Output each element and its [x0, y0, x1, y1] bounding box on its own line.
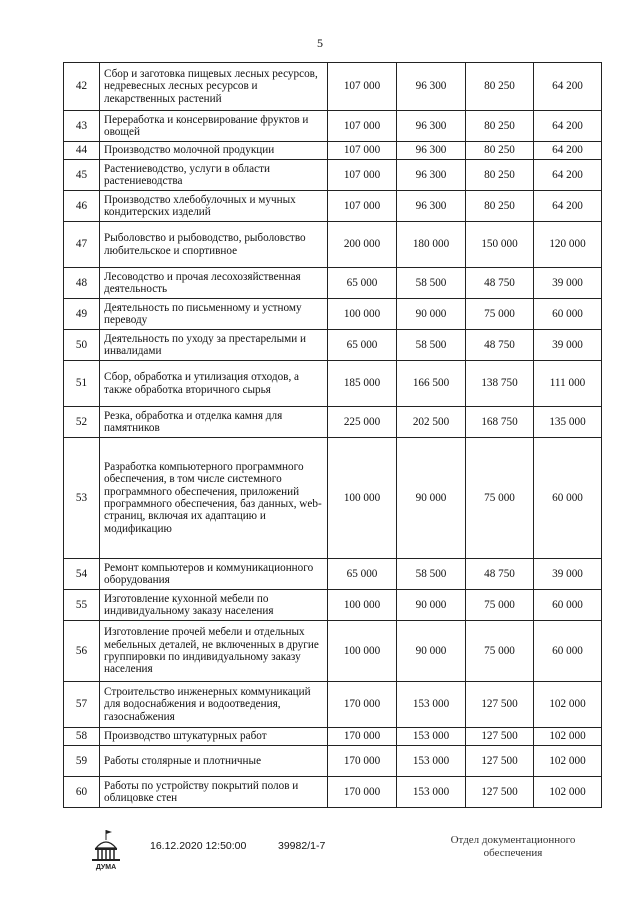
value-cell-1: 107 000: [328, 142, 397, 160]
value-cell-3: 75 000: [466, 621, 534, 682]
department-stamp: [438, 834, 588, 860]
value-cell-4: 135 000: [534, 407, 602, 438]
stamp-date-time: 16.12.2020 12:50:00: [150, 840, 247, 852]
value-cell-2: 96 300: [397, 63, 466, 111]
value-cell-2: 153 000: [397, 728, 466, 746]
value-cell-3: 127 500: [466, 728, 534, 746]
value-cell-4: 60 000: [534, 299, 602, 330]
value-cell-1: 107 000: [328, 191, 397, 222]
activity-name-cell: Строительство инженерных коммуникаций для водоснабжения и водоотведения, газоснабжения: [100, 682, 328, 728]
table-row: [64, 222, 602, 268]
value-cell-2: 153 000: [397, 777, 466, 808]
table-row: [64, 590, 602, 621]
activity-name-cell: Сбор, обработка и утилизация отходов, а также обработка вторичного сырья: [100, 361, 328, 407]
value-cell-4: 60 000: [534, 438, 602, 559]
value-cell-2: 202 500: [397, 407, 466, 438]
value-cell-3: 80 250: [466, 142, 534, 160]
activity-name-cell: Переработка и консервирование фруктов и овощей: [100, 111, 328, 142]
table-row: [64, 111, 602, 142]
value-cell-4: 64 200: [534, 111, 602, 142]
row-number-cell: 51: [64, 361, 100, 407]
department-line-2: обеспечения: [483, 847, 543, 859]
row-number-cell: 54: [64, 559, 100, 590]
value-cell-4: 64 200: [534, 160, 602, 191]
value-cell-4: 102 000: [534, 728, 602, 746]
row-number-cell: 58: [64, 728, 100, 746]
value-cell-4: 111 000: [534, 361, 602, 407]
value-cell-2: 90 000: [397, 590, 466, 621]
table-row: [64, 682, 602, 728]
value-cell-3: 80 250: [466, 63, 534, 111]
table-row: [64, 559, 602, 590]
value-cell-2: 90 000: [397, 299, 466, 330]
value-cell-2: 153 000: [397, 682, 466, 728]
activity-name-cell: Деятельность по уходу за престарелыми и инвалидами: [100, 330, 328, 361]
table-row: [64, 361, 602, 407]
value-cell-1: 100 000: [328, 590, 397, 621]
rates-table: [63, 62, 602, 808]
logo-text: ДУМА: [95, 864, 117, 871]
value-cell-4: 39 000: [534, 268, 602, 299]
activity-name-cell: Работы по устройству покрытий полов и облицовке стен: [100, 777, 328, 808]
row-number-cell: 44: [64, 142, 100, 160]
row-number-cell: 60: [64, 777, 100, 808]
row-number-cell: 52: [64, 407, 100, 438]
value-cell-2: 180 000: [397, 222, 466, 268]
activity-name-cell: Производство хлебобулочных и мучных кондитерских изделий: [100, 191, 328, 222]
table-row: [64, 299, 602, 330]
value-cell-3: 48 750: [466, 559, 534, 590]
activity-name-cell: Рыболовство и рыбоводство, рыболовство любительское и спортивное: [100, 222, 328, 268]
duma-logo-icon: [86, 828, 126, 872]
page-number: 5: [317, 36, 323, 50]
value-cell-3: 168 750: [466, 407, 534, 438]
table-row: [64, 63, 602, 111]
activity-name-cell: Деятельность по письменному и устному переводу: [100, 299, 328, 330]
value-cell-2: 166 500: [397, 361, 466, 407]
row-number-cell: 57: [64, 682, 100, 728]
row-number-cell: 56: [64, 621, 100, 682]
value-cell-1: 170 000: [328, 777, 397, 808]
value-cell-2: 58 500: [397, 268, 466, 299]
value-cell-1: 100 000: [328, 621, 397, 682]
row-number-cell: 50: [64, 330, 100, 361]
value-cell-4: 102 000: [534, 746, 602, 777]
value-cell-2: 96 300: [397, 191, 466, 222]
value-cell-1: 170 000: [328, 728, 397, 746]
value-cell-1: 170 000: [328, 682, 397, 728]
activity-name-cell: Производство молочной продукции: [100, 142, 328, 160]
value-cell-3: 75 000: [466, 590, 534, 621]
value-cell-3: 150 000: [466, 222, 534, 268]
value-cell-3: 127 500: [466, 682, 534, 728]
value-cell-2: 96 300: [397, 142, 466, 160]
row-number-cell: 47: [64, 222, 100, 268]
value-cell-3: 80 250: [466, 160, 534, 191]
value-cell-4: 39 000: [534, 330, 602, 361]
value-cell-1: 185 000: [328, 361, 397, 407]
value-cell-1: 65 000: [328, 330, 397, 361]
row-number-cell: 49: [64, 299, 100, 330]
activity-name-cell: Разработка компьютерного программного обеспечения, в том числе системного программного обеспечения, приложений программного обеспечения, баз данных, web-страниц, включая их адаптацию и модификацию: [100, 438, 328, 559]
value-cell-1: 100 000: [328, 299, 397, 330]
value-cell-1: 170 000: [328, 746, 397, 777]
table-row: [64, 621, 602, 682]
value-cell-4: 102 000: [534, 682, 602, 728]
value-cell-4: 120 000: [534, 222, 602, 268]
value-cell-1: 65 000: [328, 268, 397, 299]
value-cell-3: 75 000: [466, 438, 534, 559]
value-cell-3: 75 000: [466, 299, 534, 330]
value-cell-3: 80 250: [466, 111, 534, 142]
value-cell-2: 58 500: [397, 330, 466, 361]
activity-name-cell: Сбор и заготовка пищевых лесных ресурсов, недревесных лесных ресурсов и лекарственных растений: [100, 63, 328, 111]
table-body: [64, 63, 602, 808]
department-line-1: Отдел документационного: [450, 834, 576, 846]
value-cell-3: 127 500: [466, 777, 534, 808]
activity-name-cell: Резка, обработка и отделка камня для памятников: [100, 407, 328, 438]
value-cell-4: 60 000: [534, 590, 602, 621]
row-number-cell: 45: [64, 160, 100, 191]
value-cell-1: 107 000: [328, 63, 397, 111]
activity-name-cell: Ремонт компьютеров и коммуникационного оборудования: [100, 559, 328, 590]
page-footer: [0, 828, 640, 878]
value-cell-2: 153 000: [397, 746, 466, 777]
value-cell-1: 65 000: [328, 559, 397, 590]
value-cell-4: 102 000: [534, 777, 602, 808]
value-cell-3: 80 250: [466, 191, 534, 222]
row-number-cell: 53: [64, 438, 100, 559]
value-cell-1: 107 000: [328, 111, 397, 142]
value-cell-4: 64 200: [534, 63, 602, 111]
row-number-cell: 59: [64, 746, 100, 777]
stamp-doc-number: 39982/1-7: [278, 840, 326, 852]
row-number-cell: 55: [64, 590, 100, 621]
activity-name-cell: Изготовление прочей мебели и отдельных мебельных деталей, не включенных в другие группировки по индивидуальному заказу населения: [100, 621, 328, 682]
value-cell-2: 90 000: [397, 438, 466, 559]
table-row: [64, 191, 602, 222]
value-cell-4: 60 000: [534, 621, 602, 682]
table-row: [64, 438, 602, 559]
table-row: [64, 777, 602, 808]
table-row: [64, 142, 602, 160]
value-cell-3: 138 750: [466, 361, 534, 407]
table-row: [64, 160, 602, 191]
value-cell-4: 64 200: [534, 142, 602, 160]
value-cell-1: 225 000: [328, 407, 397, 438]
row-number-cell: 48: [64, 268, 100, 299]
value-cell-4: 64 200: [534, 191, 602, 222]
activity-name-cell: Изготовление кухонной мебели по индивидуальному заказу населения: [100, 590, 328, 621]
table-row: [64, 746, 602, 777]
value-cell-4: 39 000: [534, 559, 602, 590]
activity-name-cell: Лесоводство и прочая лесохозяйственная деятельность: [100, 268, 328, 299]
row-number-cell: 46: [64, 191, 100, 222]
value-cell-1: 100 000: [328, 438, 397, 559]
value-cell-2: 90 000: [397, 621, 466, 682]
activity-name-cell: Растениеводство, услуги в области растениеводства: [100, 160, 328, 191]
table-row: [64, 728, 602, 746]
value-cell-3: 127 500: [466, 746, 534, 777]
activity-name-cell: Производство штукатурных работ: [100, 728, 328, 746]
value-cell-1: 200 000: [328, 222, 397, 268]
row-number-cell: 42: [64, 63, 100, 111]
value-cell-2: 96 300: [397, 160, 466, 191]
table-row: [64, 268, 602, 299]
value-cell-2: 58 500: [397, 559, 466, 590]
row-number-cell: 43: [64, 111, 100, 142]
value-cell-3: 48 750: [466, 330, 534, 361]
value-cell-1: 107 000: [328, 160, 397, 191]
table-row: [64, 330, 602, 361]
activity-name-cell: Работы столярные и плотничные: [100, 746, 328, 777]
table-row: [64, 407, 602, 438]
value-cell-2: 96 300: [397, 111, 466, 142]
value-cell-3: 48 750: [466, 268, 534, 299]
